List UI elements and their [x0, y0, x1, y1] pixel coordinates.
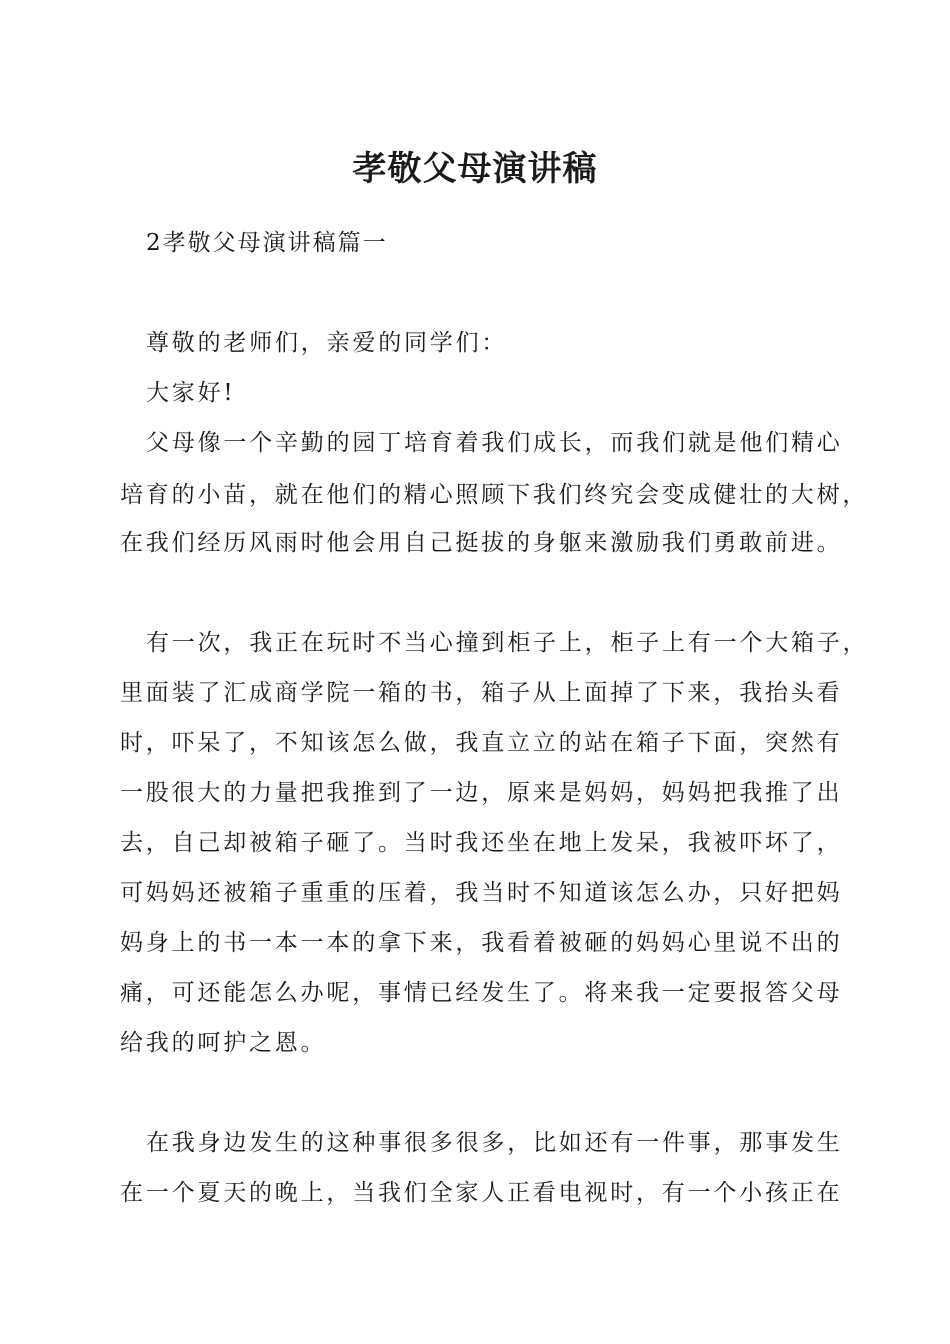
body-line-greeting: 尊敬的老师们，亲爱的同学们：: [146, 330, 508, 356]
body-line: 去，自己却被箱子砸了。当时我还坐在地上发呆，我被吓坏了，: [120, 830, 843, 856]
document-subtitle: 2孝敬父母演讲稿篇一: [146, 230, 388, 256]
body-line: 痛，可还能怎么办呢，事情已经发生了。将来我一定要报答父母: [120, 980, 843, 1006]
body-line: 里面装了汇成商学院一箱的书，箱子从上面掉了下来，我抬头看: [120, 680, 843, 706]
body-line: 可妈妈还被箱子重重的压着，我当时不知道该怎么办，只好把妈: [120, 880, 843, 906]
body-line: 妈身上的书一本一本的拿下来，我看着被砸的妈妈心里说不出的: [120, 930, 843, 956]
body-line: 在我身边发生的这种事很多很多，比如还有一件事，那事发生: [146, 1130, 843, 1156]
body-line: 给我的呵护之恩。: [120, 1030, 327, 1056]
body-line-hello: 大家好!: [146, 380, 236, 406]
body-line: 父母像一个辛勤的园丁培育着我们成长，而我们就是他们精心: [146, 430, 843, 456]
body-line: 在我们经历风雨时他会用自己挺拔的身躯来激励我们勇敢前进。: [120, 530, 843, 556]
body-line: 在一个夏天的晚上，当我们全家人正看电视时，有一个小孩正在: [120, 1180, 843, 1206]
document-title: 孝敬父母演讲稿: [352, 149, 598, 189]
body-line: 时，吓呆了，不知该怎么做，我直立立的站在箱子下面，突然有: [120, 730, 843, 756]
body-line: 培育的小苗，就在他们的精心照顾下我们终究会变成健壮的大树，: [120, 482, 869, 508]
body-line: 一股很大的力量把我推到了一边，原来是妈妈，妈妈把我推了出: [120, 780, 843, 806]
body-line: 有一次，我正在玩时不当心撞到柜子上，柜子上有一个大箱子，: [146, 630, 869, 656]
